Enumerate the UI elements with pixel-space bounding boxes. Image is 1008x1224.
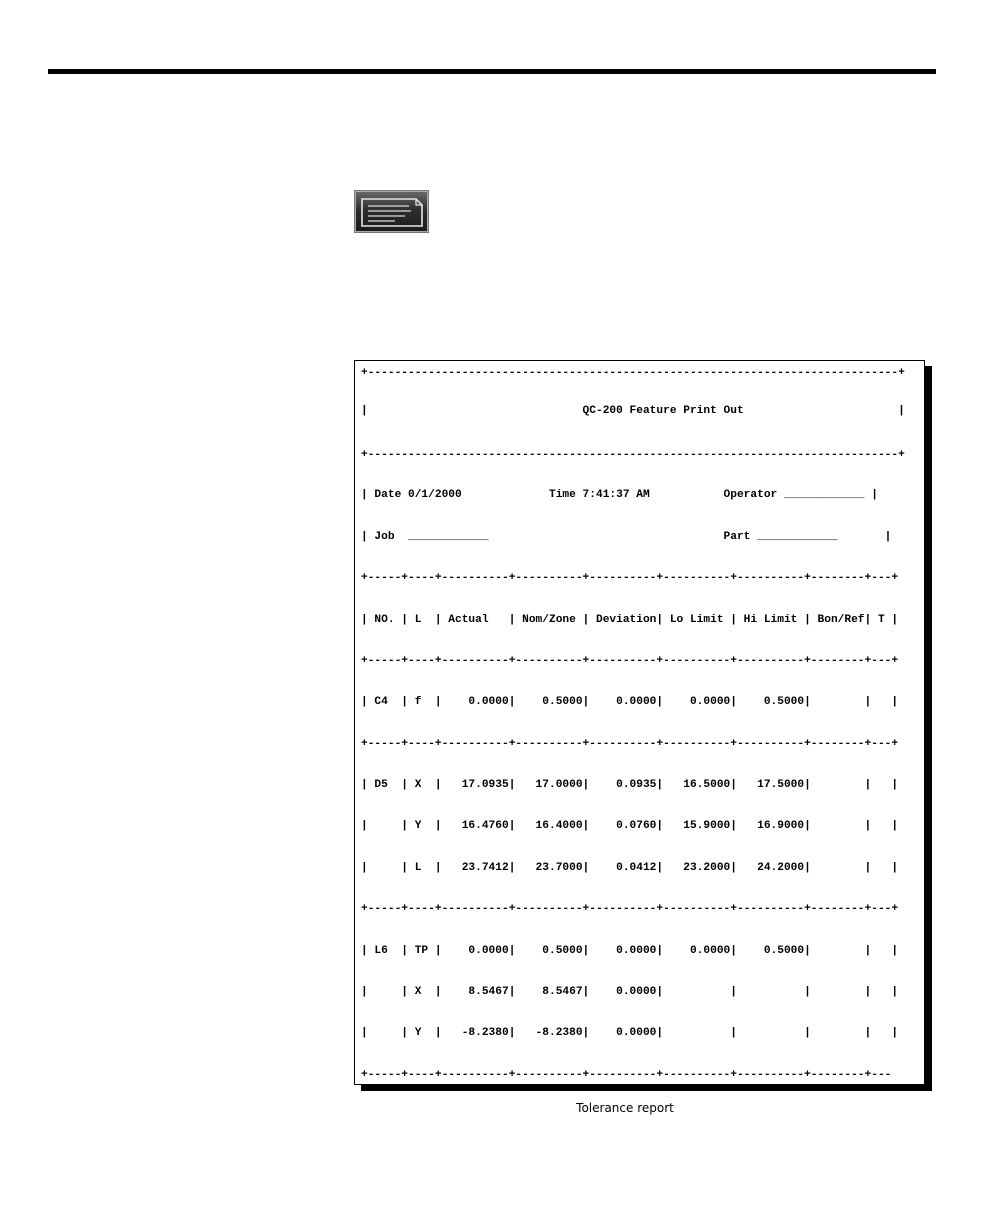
report-line: +-----+----+----------+----------+----------+----------+----------+--------+---+ xyxy=(361,655,899,667)
report-line: | D5 | X | 17.0935| 17.0000| 0.0935| 16.5000| 17.5000| | | xyxy=(361,779,899,791)
report-line: +-------------------------------------------------------------------------------+ xyxy=(361,449,905,461)
report-line: | | X | 8.5467| 8.5467| 0.0000| | | | | xyxy=(361,986,899,998)
report-line: +-----+----+----------+----------+----------+----------+----------+--------+---+ xyxy=(361,738,899,750)
report-line: | Date 0/1/2000 Time 7:41:37 AM Operator ____________ | xyxy=(361,489,878,501)
report-line: +-----+----+----------+----------+----------+----------+----------+--------+---+ xyxy=(361,903,899,915)
print-report-icon[interactable] xyxy=(354,190,429,233)
report-line: | | L | 23.7412| 23.7000| 0.0412| 23.2000| 24.2000| | | xyxy=(361,862,899,874)
report-line: +-----+----+----------+----------+----------+----------+----------+--------+---+ xyxy=(361,572,899,584)
report-line: | | Y | 16.4760| 16.4000| 0.0760| 15.9000| 16.9000| | | xyxy=(361,820,899,832)
header-rule xyxy=(48,69,936,74)
report-line: +-----+----+----------+----------+----------+----------+----------+--------+--- xyxy=(361,1069,892,1081)
report-line: | | Y | -8.2380| -8.2380| 0.0000| | | | | xyxy=(361,1027,899,1039)
report-line: | C4 | f | 0.0000| 0.5000| 0.0000| 0.0000| 0.5000| | | xyxy=(361,696,899,708)
report-line: +-------------------------------------------------------------------------------+ xyxy=(361,367,905,379)
report-line: | NO. | L | Actual | Nom/Zone | Deviation| Lo Limit | Hi Limit | Bon/Ref| T | xyxy=(361,614,899,626)
report-line: | L6 | TP | 0.0000| 0.5000| 0.0000| 0.0000| 0.5000| | | xyxy=(361,945,899,957)
figure-caption: Tolerance report xyxy=(576,1101,674,1115)
tolerance-report-printout xyxy=(354,360,925,1085)
report-line: | QC-200 Feature Print Out | xyxy=(361,405,905,417)
report-line: | Job ____________ Part ____________ | xyxy=(361,531,892,543)
